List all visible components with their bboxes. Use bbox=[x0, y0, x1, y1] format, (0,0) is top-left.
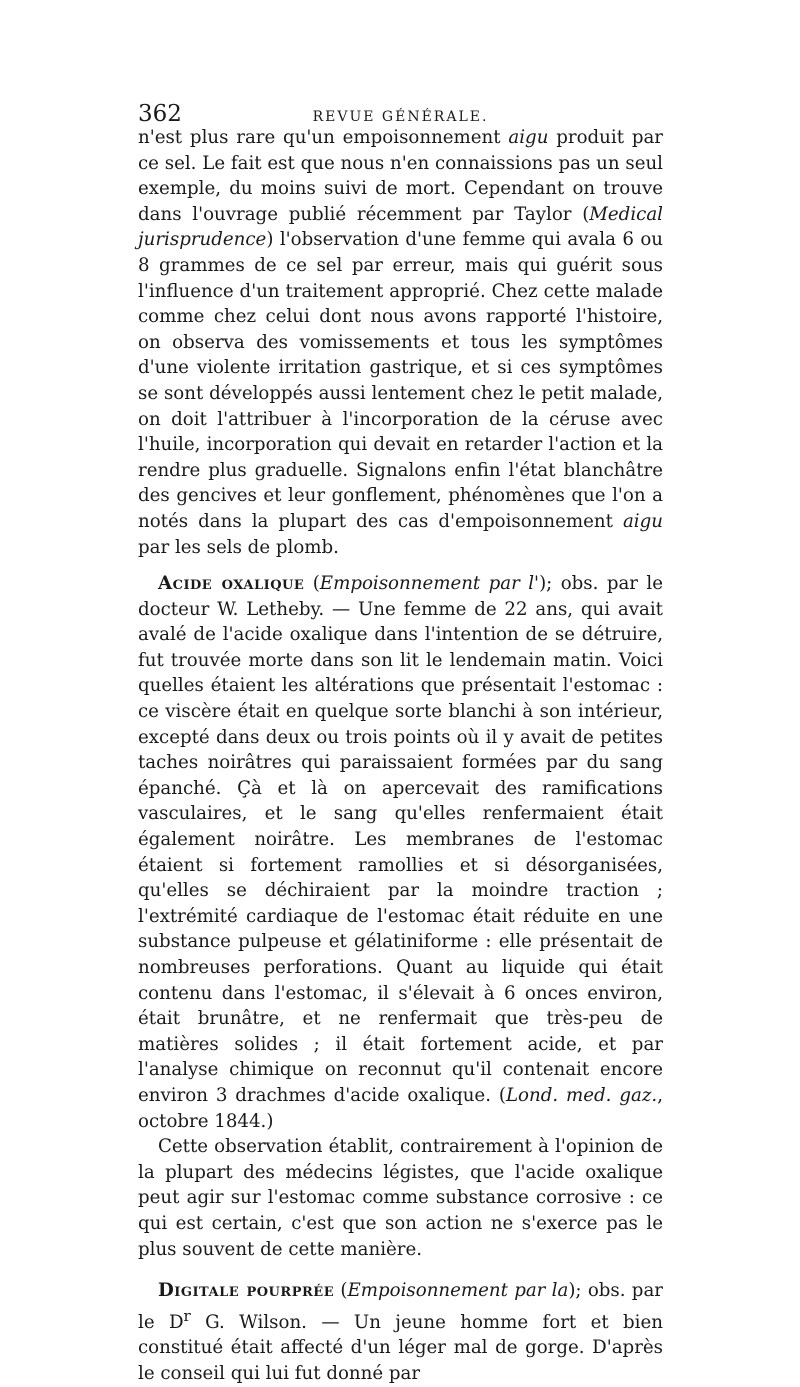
superscript: r bbox=[183, 1306, 191, 1325]
paragraph-ceruse-conclusion bbox=[138, 125, 663, 560]
body-text bbox=[138, 125, 663, 1387]
text-run: ) l'observation d'une femme qui avala 6 ou 8 grammes de ce sel par erreur, mais qui guérit sous l'influence d'un traitement approprié. Chez cette malade comme chez celui dont nous avons rapporté l'histoire, on observa des vomissements et tous les symptômes d'une violente irritation gastrique, et si ces symptômes se sont développés aussi lentement chez le petit malade, on doit l'attribuer à l'incorporation de la céruse avec l'huile, incorporation qui devait en retarder l'action et la rendre plus graduelle. Signalons enfin l'état blanchâtre des gencives et leur gonflement, phénomènes que l'on a notés dans la plupart des cas d'empoisonnement bbox=[138, 229, 663, 532]
text-run: ); obs. par le D bbox=[138, 1280, 663, 1333]
italic-subtitle: Empoisonnement par la bbox=[347, 1280, 569, 1302]
text-run: , octobre 1844.) bbox=[138, 1084, 663, 1132]
page-number: 362 bbox=[138, 101, 182, 127]
paragraph-acide-oxalique bbox=[138, 571, 663, 1134]
running-title: REVUE GÉNÉRALE. bbox=[312, 109, 489, 125]
paragraph-digitale-pourpree bbox=[138, 1278, 663, 1386]
italic-term: aigu bbox=[622, 510, 663, 532]
section-heading-acide-oxalique: Acide oxalique bbox=[158, 573, 305, 595]
text-run: par les sels de plomb. bbox=[138, 536, 339, 558]
text-run: ( bbox=[334, 1280, 348, 1302]
text-run: ( bbox=[304, 573, 320, 595]
paragraph-observation bbox=[138, 1134, 663, 1262]
text-run: n'est plus rare qu'un empoisonnement bbox=[138, 127, 509, 148]
text-run: produit par ce sel. Le fait est que nous n'en connaissions pas un seul exemple, du moins suivi de mort. Cependant on trouve dans l'ouvrage publié récemment par Taylor ( bbox=[138, 127, 663, 225]
italic-subtitle: Empoisonnement par l' bbox=[319, 573, 540, 595]
italic-term: aigu bbox=[508, 127, 549, 148]
section-heading-digitale: Digitale pourprée bbox=[158, 1280, 335, 1302]
text-run: G. Wilson. — Un jeune homme fort et bien constitué était affecté d'un léger mal de gorge. D'après le conseil qui lui fut donné par bbox=[138, 1311, 663, 1384]
text-run: ); obs. par le docteur W. Letheby. — Une femme de 22 ans, qui avait avalé de l'acide oxalique dans l'intention de se détruire, fut trouvée morte dans son lit le lendemain matin. Voici quelles étaient les altérations que présentait l'estomac : ce viscère était en quelque sorte blanchi à son intérieur, excepté dans deux ou trois points où il y avait de petites taches noirâtres qui paraissaient formées par du sang épanché. Çà et là on apercevait des ramifications vasculaires, et le sang qu'elles renfermaient était également noirâtre. Les membranes de l'estomac étaient si fortement ramollies et si désorganisées, qu'elles se déchiraient par la moindre traction ; l'extrémité cardiaque de l'estomac était réduite en une substance pulpeuse et gélatiniforme : elle présentait de nombreuses perforations. Quant au liquide qui était contenu dans l'estomac, il s'élevait à 6 onces environ, était brunâtre, et ne renfermait que très-peu de matières solides ; il était fortement acide, et par l'analyse chimique on reconnut qu'il contenait encore environ 3 drachmes d'acide oxalique. ( bbox=[138, 573, 663, 1106]
book-page bbox=[138, 103, 663, 1387]
running-head bbox=[138, 103, 663, 125]
citation-italic: Lond. med. gaz. bbox=[505, 1084, 658, 1106]
text-run: Cette observation établit, contrairement à l'opinion de la plupart des médecins légistes, que l'acide oxalique peut agir sur l'estomac comme substance corrosive : ce qui est certain, c'est que son action ne s'exerce pas le plus souvent de cette manière. bbox=[138, 1136, 663, 1260]
book-title-italic: Medical jurisprudence bbox=[138, 203, 663, 251]
